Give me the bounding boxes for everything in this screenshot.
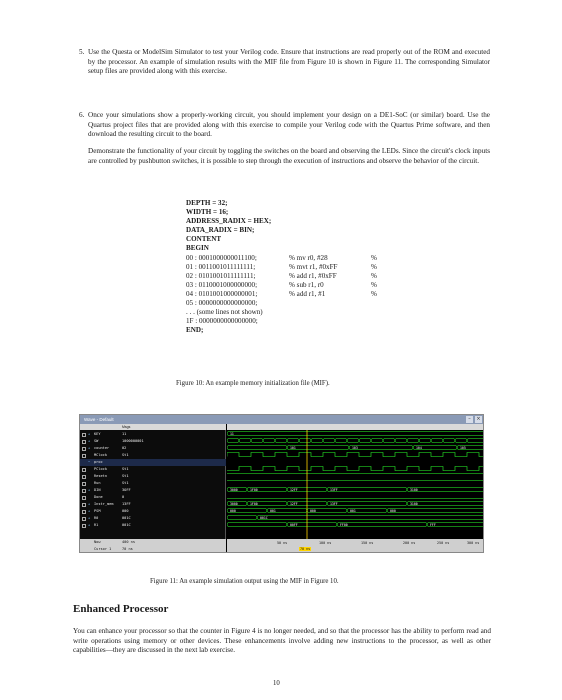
bus-segment	[227, 432, 484, 436]
signal-icon	[82, 496, 86, 500]
bus-segment	[227, 523, 287, 527]
bus-segment	[443, 439, 455, 443]
signal-name: R1	[94, 523, 99, 527]
signal-row[interactable]	[80, 438, 226, 445]
item-5-number: 5.	[79, 48, 85, 56]
bus-value-label: 101	[290, 446, 296, 450]
bus-value-label: 00FF	[290, 523, 298, 527]
bus-value-label: 105	[460, 446, 466, 450]
signal-icon	[82, 468, 86, 472]
signal-name: SW	[94, 439, 99, 443]
mif-row-code: 02 : 0101001011111111;	[186, 271, 256, 280]
bus-segment	[407, 488, 484, 492]
signal-icon	[82, 517, 86, 521]
bus-value-label: 13FF	[330, 502, 338, 506]
signal-row[interactable]	[80, 522, 226, 529]
page-number: 10	[273, 680, 280, 687]
bus-value-label: 001C	[260, 516, 268, 520]
signal-row[interactable]	[80, 445, 226, 452]
clock-trace	[227, 453, 484, 457]
signal-list-header	[80, 424, 226, 430]
signal-value: 3OFF	[122, 488, 131, 492]
signal-value: 13FF	[122, 502, 131, 506]
waveform-plot[interactable]	[227, 430, 484, 539]
bus-value-label: 3000	[230, 502, 238, 506]
bus-segment	[227, 516, 257, 520]
mif-row-comment: % sub r1, r0	[289, 280, 324, 289]
signal-value: 11	[122, 432, 127, 436]
signal-row[interactable]	[80, 431, 226, 438]
figure-10-caption: Figure 10: An example memory initialization file (MIF).	[176, 380, 330, 387]
signal-value: 1000000001	[122, 439, 144, 443]
bus-segment	[431, 439, 443, 443]
mif-row-code: 00 : 0001000000011100;	[186, 253, 257, 262]
mif-address-radix: ADDRESS_RADIX = HEX;	[186, 217, 272, 226]
bus-segment	[327, 502, 407, 506]
figure-11-caption: Figure 11: An example simulation output using the MIF in Figure 10.	[150, 578, 339, 585]
signal-name: counter	[94, 446, 110, 450]
bus-value-label: 000	[230, 509, 236, 513]
mif-row-pct: %	[371, 280, 377, 289]
signal-value: 001C	[122, 516, 131, 520]
signal-row[interactable]	[80, 473, 226, 480]
bus-value-label: 000	[390, 509, 396, 513]
bus-segment	[287, 446, 349, 450]
mif-row	[186, 263, 406, 272]
bus-segment	[327, 488, 407, 492]
expand-icon[interactable]: +	[88, 432, 91, 436]
bus-segment	[407, 502, 484, 506]
signal-name: Run	[94, 481, 101, 485]
expand-icon[interactable]: +	[88, 488, 91, 492]
signal-list-pane	[80, 424, 226, 553]
bus-value-label: 1F00	[250, 488, 258, 492]
item-5-text: Use the Questa or ModelSim Simulator to test your Verilog code. Ensure that instructions are read properly out of the ROM and executed by the processor. An example of simulation results with the MIF file from Figure 10 is shown in Figure 11. The corresponding Simulator setup files are provided along with this exercise.	[88, 48, 490, 76]
time-tick: 50 ns	[277, 541, 288, 545]
bus-segment	[407, 439, 419, 443]
bus-segment	[395, 439, 407, 443]
signal-value: St1	[122, 474, 129, 478]
signal-name: KEY	[94, 432, 101, 436]
simulation-window	[79, 414, 484, 553]
signal-row[interactable]	[80, 452, 226, 459]
now-label: Now	[94, 540, 101, 544]
bus-value-label: 000	[310, 509, 316, 513]
now-value: 400 ns	[122, 540, 135, 544]
bus-segment	[467, 439, 484, 443]
mif-row-comment: % add r1, #0xFF	[289, 271, 337, 280]
signal-row[interactable]	[80, 508, 226, 515]
mif-some-lines: . . . (some lines not shown)	[186, 308, 263, 317]
collapse-icon[interactable]: −	[88, 460, 91, 464]
bus-value-label: 1F00	[250, 502, 258, 506]
time-tick: 250 ns	[437, 541, 450, 545]
mif-row-comment: % mv r0, #28	[289, 253, 328, 262]
mif-row-pct: %	[371, 289, 377, 298]
bus-segment	[455, 439, 467, 443]
cursor-label[interactable]: Cursor 1	[94, 547, 112, 551]
item-6-text: Once your simulations show a properly-working circuit, you should implement your design on a DE1-SoC (or similar) board. Use the Quartus project files that are provided along with this exercise to compile your Verilog code with the Quartus Prime software, and then download the resulting circuit to the board.	[88, 111, 490, 139]
signal-row[interactable]	[80, 515, 226, 522]
signal-name: Resetn	[94, 474, 107, 478]
window-close-icon[interactable]: ×	[476, 416, 481, 422]
bus-segment	[299, 439, 311, 443]
mif-row-code: 01 : 0011001011111111;	[186, 262, 256, 271]
expand-icon[interactable]: +	[88, 502, 91, 506]
bus-value-label: FF00	[340, 523, 348, 527]
signal-value: St1	[122, 481, 129, 485]
mif-row-comment: % add r1, #1	[289, 289, 326, 298]
signal-value: St1	[122, 453, 129, 457]
bus-value-label: 12FF	[290, 502, 298, 506]
time-tick: 150 ns	[361, 541, 374, 545]
waveform-pane[interactable]	[227, 424, 484, 553]
signal-row[interactable]	[80, 501, 226, 508]
time-axis	[227, 539, 484, 553]
mif-row-code: 04 : 0101001000000001;	[186, 289, 258, 298]
bus-segment	[251, 439, 263, 443]
cursor-time-tag[interactable]: 70 ns	[300, 547, 311, 551]
bus-segment	[349, 446, 413, 450]
bus-segment	[275, 439, 287, 443]
expand-icon[interactable]: +	[88, 446, 91, 450]
signal-row[interactable]	[80, 480, 226, 487]
section-title: Enhanced Processor	[73, 603, 169, 615]
mif-row	[186, 254, 406, 263]
bus-segment	[359, 439, 371, 443]
mif-row	[186, 299, 406, 308]
signal-value: 02	[122, 446, 127, 450]
signal-value: 0	[122, 495, 125, 499]
bus-segment	[347, 439, 359, 443]
signal-group-row[interactable]	[80, 459, 226, 466]
clock-trace	[227, 467, 484, 471]
mif-begin: BEGIN	[186, 244, 209, 253]
signal-row[interactable]	[80, 494, 226, 501]
mif-depth: DEPTH = 32;	[186, 199, 228, 207]
expand-icon[interactable]: +	[88, 523, 91, 527]
bus-value-label: 13FF	[330, 488, 338, 492]
signal-value: St1	[122, 467, 129, 471]
bus-segment	[227, 446, 287, 450]
bus-value-label: 3100	[410, 502, 418, 506]
bus-value-label: 104	[416, 446, 422, 450]
signal-name: DIN	[94, 488, 101, 492]
bus-segment	[419, 439, 431, 443]
bus-segment	[311, 439, 323, 443]
bus-segment	[257, 516, 484, 520]
mif-row-code: 03 : 0110001000000000;	[186, 280, 258, 289]
bus-segment	[335, 439, 347, 443]
bus-segment	[239, 439, 251, 443]
bus-value-label: 12FF	[290, 488, 298, 492]
signal-icon	[82, 524, 86, 528]
mif-row-comment: % mvt r1, #0xFF	[289, 262, 338, 271]
msgs-header: Msgs	[122, 425, 131, 429]
signal-icon	[82, 440, 86, 444]
signal-name: PClock	[94, 467, 107, 471]
mif-row	[186, 272, 406, 281]
bus-value-label: 001	[270, 509, 276, 513]
signal-name: MClock	[94, 453, 107, 457]
item-6-text-2: Demonstrate the functionality of your circuit by toggling the switches on the board and observing the LEDs. Since the circuit's clock inputs are controlled by pushbutton switches, it is possible to step through the execution of instructions and observe the behavior of the circuit.	[88, 147, 490, 165]
window-minimize-icon[interactable]: –	[466, 416, 473, 423]
cursor-value: 70 ns	[122, 547, 133, 551]
time-tick: 100 ns	[319, 541, 332, 545]
signal-icon	[82, 454, 86, 458]
mif-row-pct: %	[371, 271, 377, 280]
mif-listing	[186, 199, 406, 335]
signal-icon	[82, 482, 86, 486]
expand-icon[interactable]: +	[88, 439, 91, 443]
signal-row[interactable]	[80, 487, 226, 494]
signal-value: 000	[122, 509, 129, 513]
bus-value-label: 001	[350, 509, 356, 513]
signal-name: Instr_mem	[94, 502, 114, 506]
mif-width: WIDTH = 16;	[186, 208, 229, 217]
signal-name: R0	[94, 516, 99, 520]
signal-icon	[82, 510, 86, 514]
signal-icon	[82, 503, 86, 507]
bus-segment	[337, 523, 427, 527]
expand-icon[interactable]: +	[88, 509, 91, 513]
section-body: You can enhance your processor so that the counter in Figure 4 is no longer needed, and so that the processor has the ability to perform read and write operations using memory or other devices. These enhancements involve adding new instructions to the processor, as well as other capabilities—they are discussed in the next lab exercise.	[73, 627, 491, 655]
signal-name: PSM	[94, 509, 101, 513]
time-tick: 300 ns	[467, 541, 480, 545]
mif-end: END;	[186, 326, 204, 335]
bus-value-label: 3000	[230, 488, 238, 492]
bus-value-label: 11	[230, 432, 234, 436]
item-6-number: 6.	[79, 111, 85, 119]
time-tick: 200 ns	[403, 541, 416, 545]
signal-icon	[82, 489, 86, 493]
mif-row-pct: %	[371, 262, 377, 271]
bus-segment	[371, 439, 383, 443]
item-6-paragraph-2	[88, 147, 490, 166]
mif-row-code: 05 : 0000000000000000;	[186, 299, 258, 308]
bus-segment	[323, 439, 335, 443]
bus-segment	[263, 439, 275, 443]
bus-value-label: 103	[352, 446, 358, 450]
mif-last-row: 1F : 0000000000000000;	[186, 317, 258, 326]
mif-row	[186, 281, 406, 290]
mif-data-radix: DATA_RADIX = BIN;	[186, 226, 255, 235]
signal-value: 001C	[122, 523, 131, 527]
bus-segment	[287, 439, 299, 443]
mif-content: CONTENT	[186, 235, 222, 244]
signal-name: Done	[94, 495, 103, 499]
signal-icon	[82, 433, 86, 437]
item-5-paragraph	[79, 48, 490, 77]
signal-name: proc	[94, 460, 103, 464]
bus-segment	[227, 439, 239, 443]
signal-icon	[82, 447, 86, 451]
mif-row-pct: %	[371, 253, 377, 262]
signal-icon	[82, 475, 86, 479]
item-6-paragraph	[79, 111, 490, 140]
signal-list-footer	[80, 539, 226, 553]
wave-window-title: Wave - Default	[80, 415, 484, 424]
signal-row[interactable]	[80, 466, 226, 473]
expand-icon[interactable]: +	[88, 516, 91, 520]
bus-segment	[383, 439, 395, 443]
bus-value-label: FFF	[430, 523, 436, 527]
bus-value-label: 3100	[410, 488, 418, 492]
mif-row	[186, 290, 406, 299]
bus-segment	[387, 509, 484, 513]
